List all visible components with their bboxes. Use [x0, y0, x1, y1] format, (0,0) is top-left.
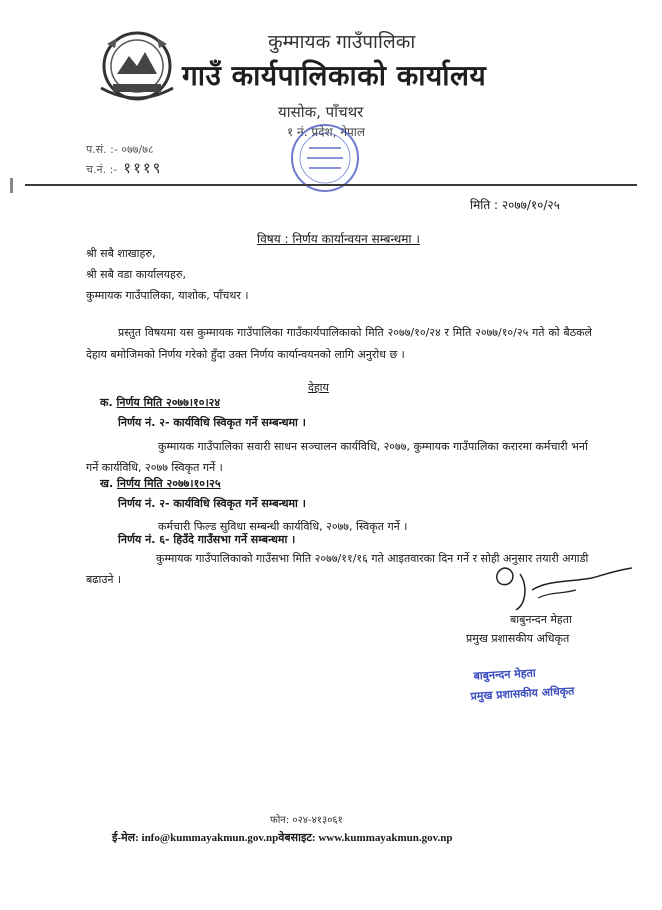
footer-email-website: ई-मेल: info@kummayakmun.gov.npवेबसाइट: www.kummayakmun.gov.np — [112, 832, 453, 844]
section-heading — [100, 395, 220, 410]
body-paragraph: प्रस्तुत विषयमा यस कुम्मायक गाउँपालिका गाउँकार्यपालिकाको मिति २०७७/१०/२४ र मिति २०७७/१०/२५ गते को बैठकले देहाय बमोजिमको निर्णय गरेको हुँदा उक्त निर्णय कार्यान्वयनको लागि अनुरोध छ । — [86, 326, 592, 361]
letter-subject: विषय : निर्णय कार्यान्वयन सम्बन्धमा । — [257, 232, 420, 246]
decision-heading: निर्णय नं. ६- हिउँदे गाउँसभा गर्ने सम्बन्धमा । — [118, 533, 296, 546]
section-prefix: क. — [100, 396, 113, 409]
ref-number: ०७७/७८ — [121, 143, 154, 156]
header-divider — [25, 184, 637, 186]
addressee-line: कुम्मायक गाउँपालिका, याशोक, पाँचथर । — [86, 289, 249, 302]
stamp-name: बाबुनन्दन मेहता — [473, 666, 537, 683]
decision-text: कर्मचारी फिल्ड सुविधा सम्बन्धी कार्यविधि, २०७७, स्विकृत गर्ने । — [158, 520, 408, 533]
section-prefix: ख. — [100, 477, 114, 490]
addressee-line: श्री सबै वडा कार्यालयहरु, — [86, 268, 186, 281]
decision-heading: निर्णय नं. २- कार्यविधि स्विकृत गर्ने सम्बन्धमा । — [118, 416, 306, 429]
addressee-block — [86, 243, 249, 306]
ref-label: प.सं. :- — [86, 143, 118, 156]
addressee-line: श्री सबै शाखाहरु, — [86, 247, 156, 260]
municipality-emblem — [95, 28, 179, 104]
address-line-1: यासोक, पाँचथर — [278, 103, 364, 121]
signatory-stamp — [470, 659, 615, 706]
section-title: निर्णय मिति २०७७।१०।२५ — [117, 477, 221, 490]
office-seal-stamp — [285, 118, 365, 198]
decision-heading: निर्णय नं. २- कार्यविधि स्विकृत गर्ने सम्बन्धमा । — [118, 497, 306, 510]
decision-text: कुम्मायक गाउँपालिकाको गाउँसभा मिति २०७७/११/१६ गते आइतवारका दिन गर्ने र सोही अनुसार तयारी अगाडी बढाउने । — [86, 552, 589, 586]
footer-contact — [112, 830, 453, 845]
annex-heading: देहाय — [308, 381, 329, 394]
address-line-2: १ नं. प्रदेश, नेपाल — [287, 125, 366, 139]
margin-mark — [10, 178, 13, 193]
decision-text: कुम्मायक गाउँपालिका सवारी साधन सञ्चालन कार्यविधि, २०७७, कुम्मायक गाउँपालिका करारमा कर्मचारी भर्ना गर्ने कार्यविधि, २०७७ स्विकृत गर्ने । — [86, 440, 588, 474]
dispatch-label: च.नं. :- — [86, 163, 118, 176]
signer-name: बाबुनन्दन मेहता — [510, 613, 572, 626]
municipality-name: कुम्मायक गाउँपालिका — [268, 31, 416, 53]
reference-block — [86, 141, 162, 179]
dispatch-number: १११९ — [123, 159, 163, 177]
stamp-title: प्रमुख प्रशासकीय अधिकृत — [470, 684, 575, 703]
office-title: गाउँ कार्यपालिकाको कार्यालय — [182, 59, 487, 92]
signer-title: प्रमुख प्रशासकीय अधिकृत — [466, 632, 570, 645]
section-title: निर्णय मिति २०७७।१०।२४ — [116, 396, 221, 409]
handwritten-signature — [490, 560, 640, 620]
section-heading — [100, 476, 221, 491]
letter-date: मिति : २०७७/१०/२५ — [470, 198, 560, 212]
footer-phone: फोन: ०२४-४१३०६१ — [270, 815, 343, 826]
